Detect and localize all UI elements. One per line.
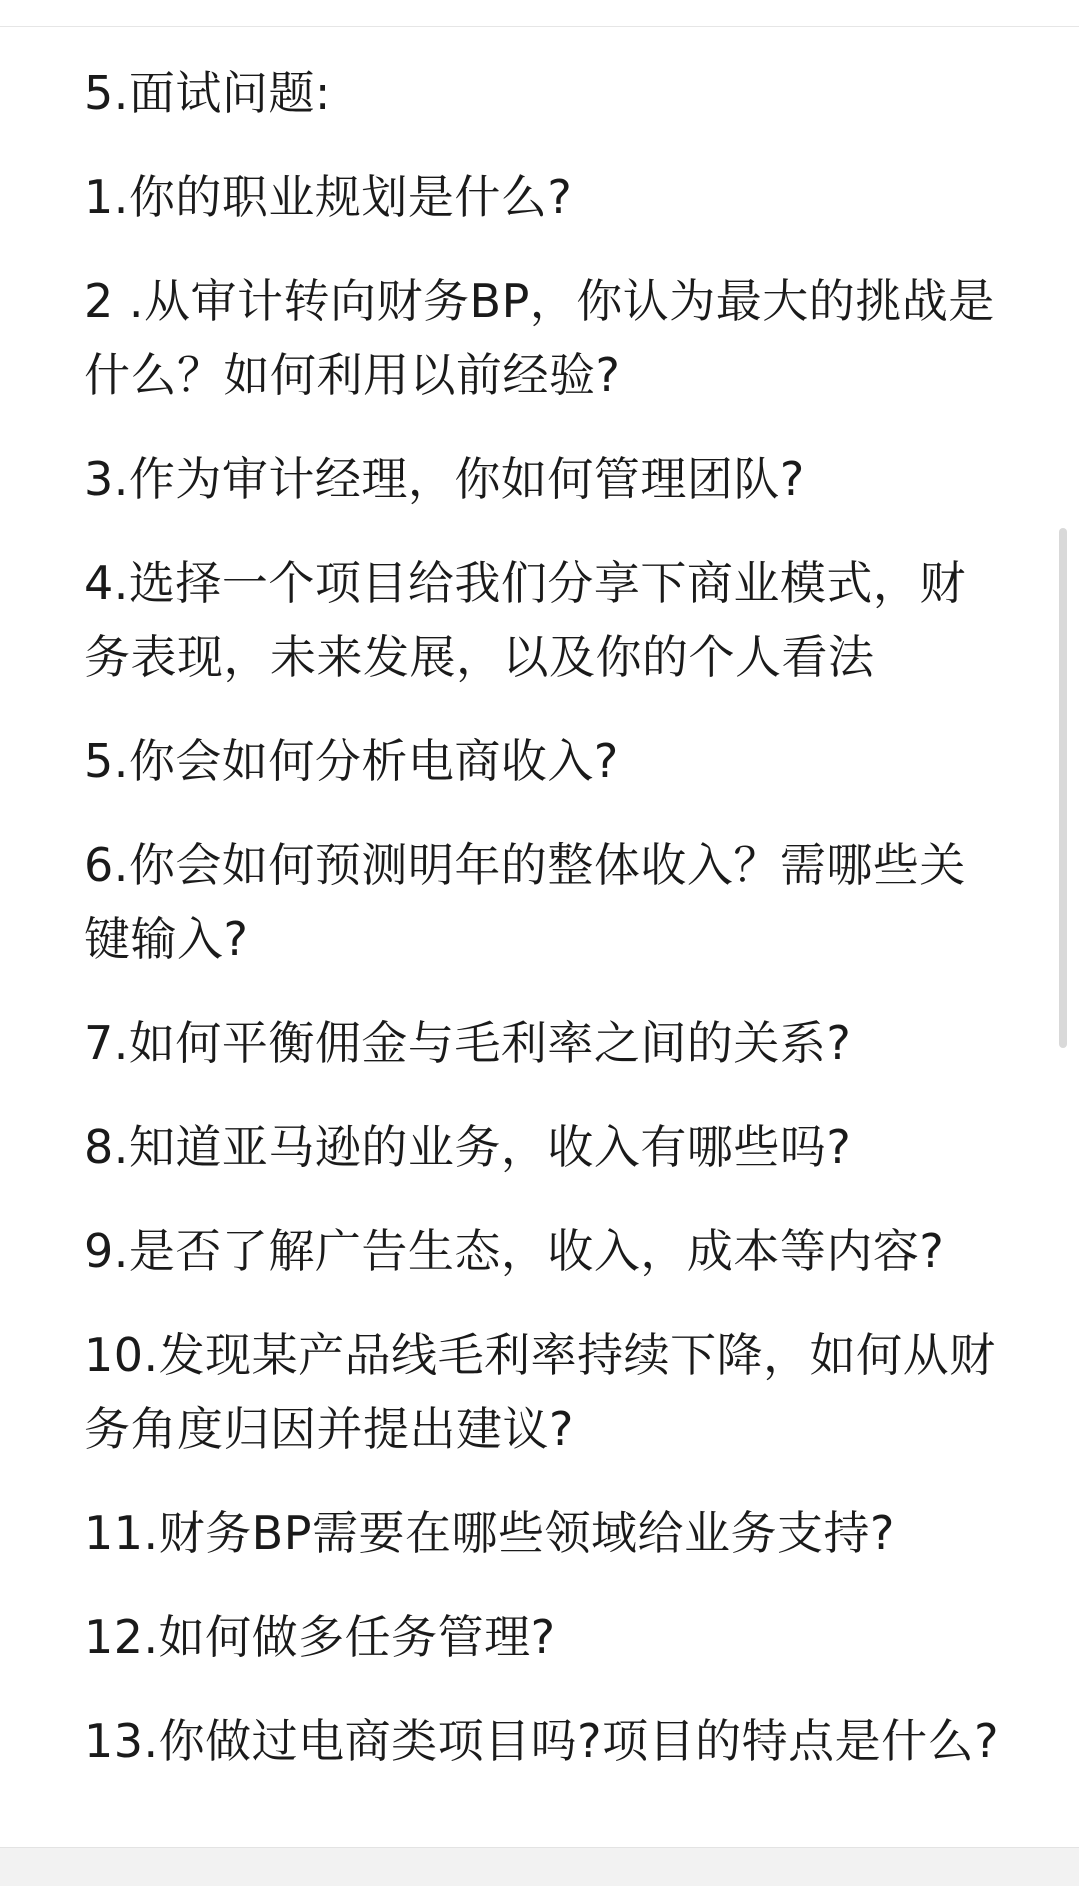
question-11: 11.财务BP需要在哪些领域给业务支持? — [84, 1506, 895, 1560]
question-10: 10.发现某产品线毛利率持续下降，如何从财务角度归因并提出建议? — [84, 1328, 996, 1456]
question-5: 5.你会如何分析电商收入? — [84, 734, 619, 788]
question-7: 7.如何平衡佣金与毛利率之间的关系? — [84, 1016, 852, 1070]
question-4: 4.选择一个项目给我们分享下商业模式，财务表现，未来发展，以及你的个人看法 — [84, 556, 966, 684]
question-3: 3.作为审计经理，你如何管理团队? — [84, 452, 805, 506]
question-1: 1.你的职业规划是什么? — [84, 170, 573, 224]
section-heading: 5.面试问题: — [84, 66, 331, 120]
question-6: 6.你会如何预测明年的整体收入？需哪些关键输入? — [84, 838, 966, 966]
note-content[interactable] — [84, 56, 1004, 1808]
bottom-bar — [0, 1847, 1079, 1886]
vertical-scrollbar[interactable] — [1059, 528, 1067, 1048]
question-9: 9.是否了解广告生态，收入，成本等内容? — [84, 1224, 945, 1278]
question-13: 13.你做过电商类项目吗?项目的特点是什么? — [84, 1714, 999, 1768]
top-divider — [0, 26, 1079, 27]
question-12: 12.如何做多任务管理? — [84, 1610, 556, 1664]
question-2: 2 .从审计转向财务BP，你认为最大的挑战是什么？如何利用以前经验? — [84, 274, 995, 402]
question-8: 8.知道亚马逊的业务，收入有哪些吗? — [84, 1120, 852, 1174]
